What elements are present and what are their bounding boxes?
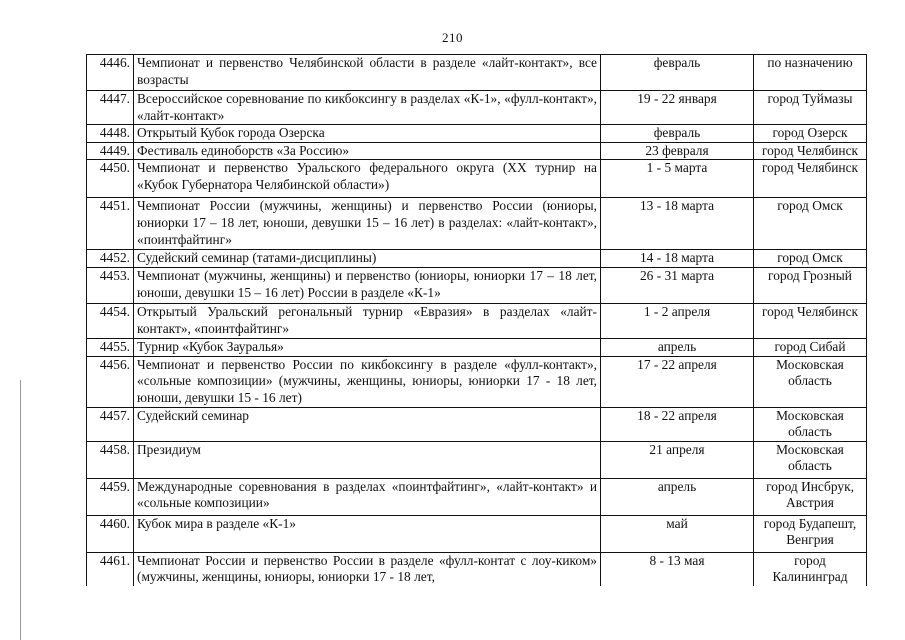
- event-date: 14 - 18 марта: [601, 250, 754, 268]
- row-number: 4456.: [87, 356, 134, 407]
- event-place: Московская область: [754, 407, 867, 441]
- event-place: по назначению: [754, 55, 867, 91]
- event-date: май: [601, 515, 754, 552]
- event-date: 1 - 2 апреля: [601, 303, 754, 338]
- event-place: город Калининград: [754, 552, 867, 586]
- row-number: 4457.: [87, 407, 134, 441]
- row-number: 4455.: [87, 338, 134, 356]
- event-place: город Челябинск: [754, 142, 867, 160]
- event-place: город Омск: [754, 250, 867, 268]
- event-name: Турнир «Кубок Зауралья»: [134, 338, 601, 356]
- event-name: Чемпионат и первенство Челябинской области в разделе «лайт-контакт», все возрасты: [134, 55, 601, 91]
- event-name: Международные соревнования в разделах «поинтфайтинг», «лайт-контакт» и «сольные композиции»: [134, 478, 601, 515]
- event-date: апрель: [601, 478, 754, 515]
- event-date: 13 - 18 марта: [601, 198, 754, 250]
- event-date: 19 - 22 января: [601, 91, 754, 125]
- table-row: [87, 198, 867, 250]
- row-number: 4446.: [87, 55, 134, 91]
- event-name: Чемпионат и первенство Уральского федерального округа (XX турнир на «Кубок Губернатора Челябинской области»): [134, 160, 601, 198]
- event-name: Фестиваль единоборств «За Россию»: [134, 142, 601, 160]
- event-name: Судейский семинар (татами-дисциплины): [134, 250, 601, 268]
- table-row: [87, 338, 867, 356]
- event-date: 17 - 22 апреля: [601, 356, 754, 407]
- event-name: Чемпионат России и первенство России в разделе «фулл-контат с лоу-киком» (мужчины, женщины, юниоры, юниорки 17 - 18 лет,: [134, 552, 601, 586]
- event-date: февраль: [601, 125, 754, 143]
- event-name: Президиум: [134, 441, 601, 478]
- row-number: 4452.: [87, 250, 134, 268]
- row-number: 4461.: [87, 552, 134, 586]
- table-row: [87, 125, 867, 143]
- event-name: Открытый Кубок города Озерска: [134, 125, 601, 143]
- row-number: 4454.: [87, 303, 134, 338]
- event-date: 23 февраля: [601, 142, 754, 160]
- table-row: [87, 91, 867, 125]
- event-name: Судейский семинар: [134, 407, 601, 441]
- event-date: 18 - 22 апреля: [601, 407, 754, 441]
- event-place: город Челябинск: [754, 160, 867, 198]
- event-name: Чемпионат России (мужчины, женщины) и первенство России (юниоры, юниорки 17 – 18 лет, юноши, девушки 15 – 16 лет) в разделах: «лайт-контакт», «поинтфайтинг»: [134, 198, 601, 250]
- event-date: февраль: [601, 55, 754, 91]
- event-name: Открытый Уральский регональный турнир «Евразия» в разделах «лайт-контакт», «поинтфайтинг»: [134, 303, 601, 338]
- event-date: 8 - 13 мая: [601, 552, 754, 586]
- table-row: [87, 356, 867, 407]
- row-number: 4459.: [87, 478, 134, 515]
- row-number: 4447.: [87, 91, 134, 125]
- table-row: [87, 303, 867, 338]
- event-date: 1 - 5 марта: [601, 160, 754, 198]
- event-date: апрель: [601, 338, 754, 356]
- event-place: Московская область: [754, 356, 867, 407]
- event-place: город Туймазы: [754, 91, 867, 125]
- table-row: [87, 478, 867, 515]
- table-row: [87, 267, 867, 303]
- event-place: город Инсбрук, Австрия: [754, 478, 867, 515]
- event-place: город Омск: [754, 198, 867, 250]
- event-place: город Челябинск: [754, 303, 867, 338]
- scan-edge-line: [20, 380, 21, 640]
- event-place: Московская область: [754, 441, 867, 478]
- row-number: 4451.: [87, 198, 134, 250]
- table-row: [87, 407, 867, 441]
- event-place: город Сибай: [754, 338, 867, 356]
- events-table: [86, 54, 867, 586]
- row-number: 4460.: [87, 515, 134, 552]
- table-row: [87, 441, 867, 478]
- event-name: Чемпионат и первенство России по кикбоксингу в разделе «фулл-контакт», «сольные композиции» (мужчины, женщины, юниоры, юниорки 17 - 18 лет, юноши, девушки 15 - 16 лет): [134, 356, 601, 407]
- table-row: [87, 552, 867, 586]
- row-number: 4449.: [87, 142, 134, 160]
- event-place: город Озерск: [754, 125, 867, 143]
- event-place: город Будапешт, Венгрия: [754, 515, 867, 552]
- event-date: 26 - 31 марта: [601, 267, 754, 303]
- table-row: [87, 515, 867, 552]
- event-name: Чемпионат (мужчины, женщины) и первенство (юниоры, юниорки 17 – 18 лет, юноши, девушки 15 – 16 лет) России в разделе «К-1»: [134, 267, 601, 303]
- row-number: 4453.: [87, 267, 134, 303]
- row-number: 4450.: [87, 160, 134, 198]
- event-name: Всероссийское соревнование по кикбоксингу в разделах «К-1», «фулл-контакт», «лайт-контакт»: [134, 91, 601, 125]
- event-date: 21 апреля: [601, 441, 754, 478]
- table-row: [87, 250, 867, 268]
- table-row: [87, 142, 867, 160]
- row-number: 4448.: [87, 125, 134, 143]
- page-number: 210: [442, 30, 463, 45]
- table-row: [87, 55, 867, 91]
- table-row: [87, 160, 867, 198]
- event-place: город Грозный: [754, 267, 867, 303]
- event-name: Кубок мира в разделе «К-1»: [134, 515, 601, 552]
- row-number: 4458.: [87, 441, 134, 478]
